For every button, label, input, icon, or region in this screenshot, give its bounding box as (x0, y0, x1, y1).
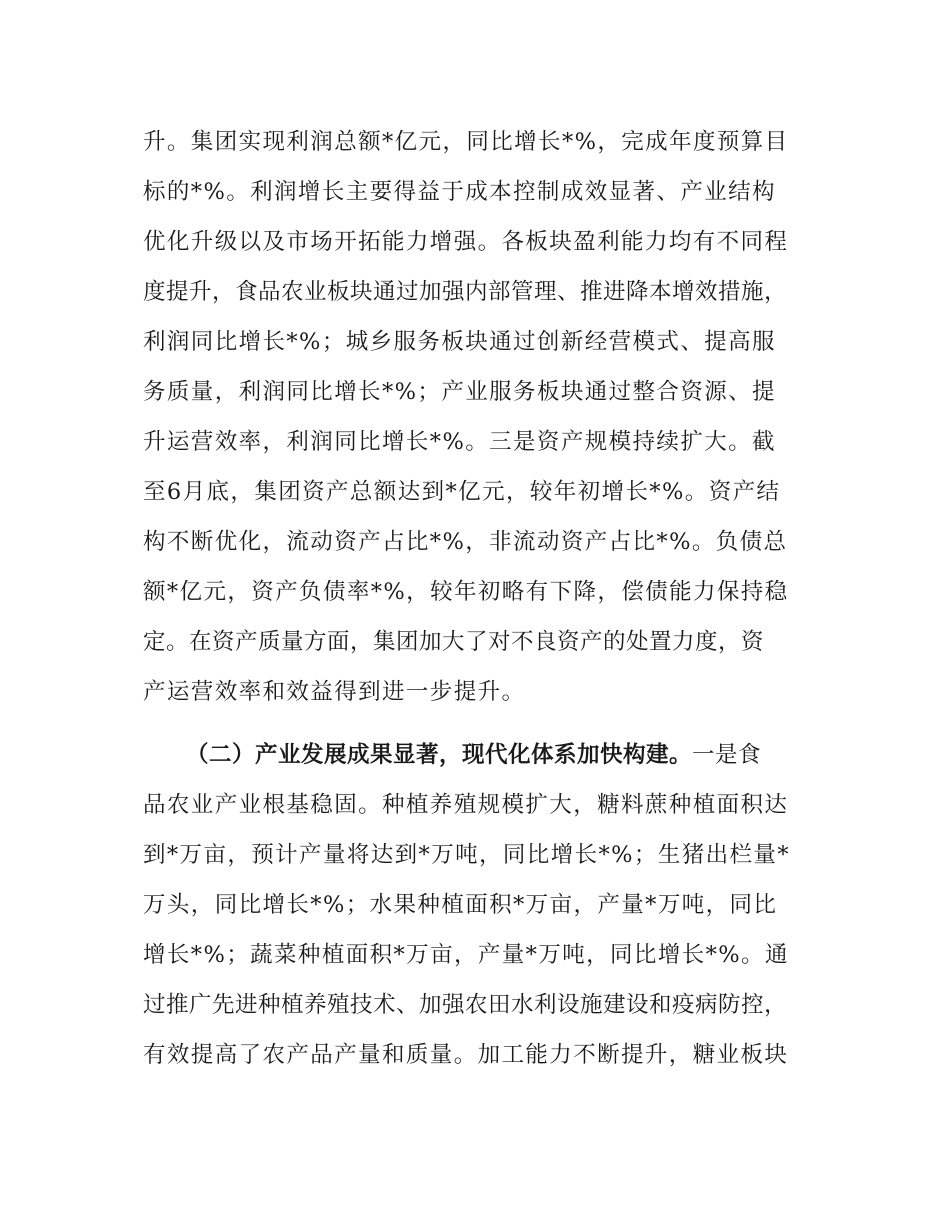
text-line: 增长*%；蔬菜种植面积*万亩，产量*万吨，同比增长*%。通 (143, 942, 789, 968)
text-line: 升运营效率，利润同比增长*%。三是资产规模持续扩大。截 (143, 429, 776, 455)
text-line: 品农业产业根基稳固。种植养殖规模扩大，糖料蔗种植面积达 (143, 792, 789, 818)
text-line: 定。在资产质量方面，集团加大了对不良资产的处置力度，资 (143, 629, 765, 655)
text-line: 度提升，食品农业板块通过加强内部管理、推进降本增效措施， (143, 279, 788, 305)
text-line: 到*万亩，预计产量将达到*万吨，同比增长*%；生猪出栏量* (143, 842, 790, 868)
text-line: 过推广先进种植养殖技术、加强农田水利设施建设和疫病防控， (143, 992, 788, 1018)
section-heading: （二）产业发展成果显著，现代化体系加快构建。 (186, 742, 693, 768)
text-line: 万头，同比增长*%；水果种植面积*万亩，产量*万吨，同比 (143, 892, 778, 918)
text-line: 至6月底，集团资产总额达到*亿元，较年初增长*%。资产结 (143, 479, 781, 505)
text-line: 升。集团实现利润总额*亿元，同比增长*%，完成年度预算目 (143, 129, 789, 155)
section-heading-line (186, 735, 886, 775)
text-line: 有效提高了农产品产量和质量。加工能力不断提升，糖业板块 (143, 1042, 789, 1068)
text-line: 优化升级以及市场开拓能力增强。各板块盈利能力均有不同程 (143, 229, 789, 255)
text-line: 构不断优化，流动资产占比*%，非流动资产占比*%。负债总 (143, 529, 788, 555)
text-line: 务质量，利润同比增长*%；产业服务板块通过整合资源、提 (143, 379, 776, 405)
heading-line-rest: 一是食 (692, 742, 762, 768)
text-line: 标的*%。利润增长主要得益于成本控制成效显著、产业结构 (143, 179, 776, 205)
text-line: 额*亿元，资产负债率*%，较年初略有下降，偿债能力保持稳 (143, 579, 789, 605)
text-line: 产运营效率和效益得到进一步提升。 (143, 679, 526, 705)
text-line: 利润同比增长*%；城乡服务板块通过创新经营模式、提高服 (143, 329, 776, 355)
